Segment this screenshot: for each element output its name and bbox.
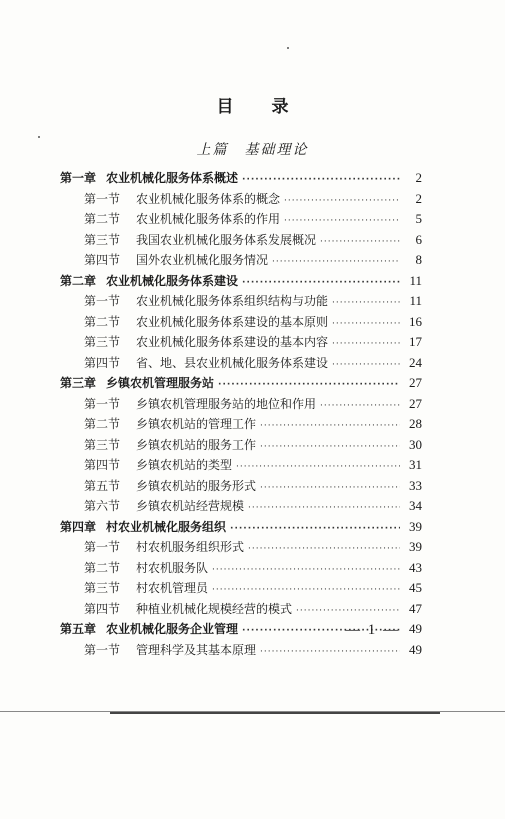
dot-leader xyxy=(212,580,400,600)
section-title: 乡镇农机管理服务站的地位和作用 xyxy=(136,396,317,411)
section-number: 第四节 xyxy=(84,253,121,267)
toc-entry-label xyxy=(84,332,328,352)
toc-page-number: 49 xyxy=(409,641,422,657)
section-number: 第三节 xyxy=(84,437,121,452)
toc-section-row xyxy=(84,578,422,598)
toc-entry-label xyxy=(84,353,328,373)
dot-leader xyxy=(260,437,400,457)
toc-section-row xyxy=(84,435,422,455)
section-number: 第四节 xyxy=(84,355,121,370)
toc-section-row xyxy=(84,537,422,557)
section-number: 第一节 xyxy=(84,642,121,657)
toc-entry-label xyxy=(84,476,256,496)
toc-section-row xyxy=(84,312,422,332)
section-title: 管理科学及其基本原理 xyxy=(136,642,257,657)
toc-page-number: 33 xyxy=(409,477,422,493)
toc-section-row xyxy=(84,496,422,516)
toc-page-number: 39 xyxy=(409,518,422,534)
scan-speck xyxy=(38,136,40,138)
chapter-title: 农业机械化服务企业管理 xyxy=(106,622,239,636)
page-number: — 1 — xyxy=(345,622,400,638)
dot-leader xyxy=(212,560,400,580)
chapter-title: 村农业机械化服务组织 xyxy=(106,519,227,534)
dot-leader xyxy=(242,273,400,293)
section-number: 第四节 xyxy=(84,458,121,472)
chapter-title: 农业机械化服务体系概述 xyxy=(106,171,239,185)
toc-section-row xyxy=(84,353,422,373)
toc-entry-label xyxy=(60,373,214,393)
section-title: 村农机管理员 xyxy=(136,581,209,595)
section-title: 农业机械化服务体系的作用 xyxy=(136,212,281,226)
toc-entry-label xyxy=(60,271,238,291)
section-title: 乡镇农机站的类型 xyxy=(136,458,233,472)
dot-leader xyxy=(260,478,400,498)
toc-section-row xyxy=(84,558,422,578)
toc-page-number: 11 xyxy=(409,272,422,288)
section-number: 第三节 xyxy=(84,335,121,349)
section-number: 第二节 xyxy=(84,417,121,431)
toc-entry-label xyxy=(84,640,256,660)
toc-entry-label xyxy=(60,619,238,639)
toc-page-number: 2 xyxy=(415,170,422,185)
toc-chapter-row xyxy=(60,271,422,291)
section-number: 第三节 xyxy=(84,581,121,595)
dot-leader xyxy=(332,314,400,334)
toc-entry-label xyxy=(84,209,280,229)
toc-page-number: 6 xyxy=(415,231,422,247)
section-number: 第四节 xyxy=(84,601,121,616)
toc-section-row xyxy=(84,189,422,209)
toc-entry-label xyxy=(84,435,256,455)
toc-section-row xyxy=(84,209,422,229)
toc-chapter-row xyxy=(60,517,422,537)
toc-page-number: 8 xyxy=(415,252,422,267)
toc-entry-label xyxy=(84,558,208,578)
section-title: 我国农业机械化服务体系发展概况 xyxy=(136,232,317,247)
toc-entry-label xyxy=(60,168,238,188)
toc-entry-label xyxy=(84,455,232,475)
section-number: 第一节 xyxy=(84,191,121,206)
toc-entry-label xyxy=(84,189,280,209)
section-number: 第一节 xyxy=(84,396,121,411)
dot-leader xyxy=(320,232,400,252)
dot-leader xyxy=(332,355,400,375)
dot-leader xyxy=(332,334,400,354)
part-heading: 上篇 基础理论 xyxy=(196,142,309,158)
dot-leader xyxy=(284,191,400,211)
toc-entry-label xyxy=(84,312,328,332)
toc-section-row xyxy=(84,455,422,475)
toc-page-number: 27 xyxy=(409,375,422,390)
section-title: 乡镇农机站经营规模 xyxy=(136,499,245,513)
toc-entry-label xyxy=(84,394,316,414)
chapter-number: 第一章 xyxy=(60,171,97,185)
section-title: 乡镇农机站的管理工作 xyxy=(136,417,257,431)
toc-section-row xyxy=(84,230,422,250)
dot-leader xyxy=(230,519,400,539)
toc-section-row xyxy=(84,640,422,660)
bottom-rule-bold xyxy=(110,712,440,714)
toc-page-number: 45 xyxy=(409,580,422,595)
toc-section-row xyxy=(84,394,422,414)
chapter-title: 农业机械化服务体系建设 xyxy=(106,273,239,288)
toc-page-number: 28 xyxy=(409,416,422,431)
toc-entry-label xyxy=(60,517,226,537)
scan-speck xyxy=(287,47,289,49)
toc-section-row xyxy=(84,599,422,619)
section-number: 第一节 xyxy=(84,540,121,554)
section-title: 国外农业机械化服务情况 xyxy=(136,253,269,267)
toc-section-row xyxy=(84,291,422,311)
dot-leader xyxy=(272,252,400,272)
section-title: 农业机械化服务体系建设的基本原则 xyxy=(136,314,329,329)
section-number: 第二节 xyxy=(84,314,121,329)
chapter-number: 第三章 xyxy=(60,376,97,390)
chapter-title: 乡镇农机管理服务站 xyxy=(106,376,215,390)
toc-page-number: 34 xyxy=(409,498,422,513)
toc-entry-label xyxy=(84,291,328,311)
section-title: 省、地、县农业机械化服务体系建设 xyxy=(136,355,329,370)
dot-leader xyxy=(284,211,400,231)
dot-leader xyxy=(218,375,400,395)
toc-entry-label xyxy=(84,250,268,270)
toc-page-number: 31 xyxy=(409,457,422,472)
toc-chapter-row xyxy=(60,373,422,393)
dot-leader xyxy=(236,457,400,477)
toc-chapter-row xyxy=(60,168,422,188)
dot-leader xyxy=(332,293,400,313)
section-number: 第二节 xyxy=(84,212,121,226)
dot-leader xyxy=(260,416,400,436)
chapter-number: 第四章 xyxy=(60,519,97,534)
toc-page-number: 30 xyxy=(409,436,422,452)
chapter-number: 第五章 xyxy=(60,622,97,636)
toc-section-row xyxy=(84,476,422,496)
section-title: 村农机服务组织形式 xyxy=(136,540,245,554)
toc-entry-label xyxy=(84,578,208,598)
section-title: 乡镇农机站的服务形式 xyxy=(136,478,257,493)
toc-page-number: 47 xyxy=(409,600,422,616)
section-number: 第六节 xyxy=(84,499,121,513)
dot-leader xyxy=(296,601,400,621)
toc-entry-label xyxy=(84,537,244,557)
section-title: 农业机械化服务体系组织结构与功能 xyxy=(136,294,329,308)
toc-page-number: 17 xyxy=(409,334,422,349)
dot-leader xyxy=(320,396,400,416)
toc-entry-label xyxy=(84,599,292,619)
section-title: 乡镇农机站的服务工作 xyxy=(136,437,257,452)
toc-page-number: 39 xyxy=(409,539,422,554)
toc-entry-label xyxy=(84,496,244,516)
section-number: 第二节 xyxy=(84,560,121,575)
toc-page-number: 16 xyxy=(409,313,422,329)
toc-page-number: 49 xyxy=(409,621,422,636)
toc-section-row xyxy=(84,250,422,270)
section-number: 第五节 xyxy=(84,478,121,493)
toc-entry-label xyxy=(84,414,256,434)
section-number: 第一节 xyxy=(84,294,121,308)
toc-section-row xyxy=(84,332,422,352)
chapter-number: 第二章 xyxy=(60,273,97,288)
section-title: 种植业机械化规模经营的模式 xyxy=(136,601,293,616)
dot-leader xyxy=(260,642,400,662)
section-number: 第三节 xyxy=(84,232,121,247)
toc-section-row xyxy=(84,414,422,434)
toc-page-number: 27 xyxy=(409,395,422,411)
toc-page-number: 2 xyxy=(415,190,422,206)
section-title: 村农机服务队 xyxy=(136,560,209,575)
dot-leader xyxy=(242,170,400,190)
dot-leader xyxy=(248,539,400,559)
section-title: 农业机械化服务体系建设的基本内容 xyxy=(136,335,329,349)
dot-leader xyxy=(248,498,400,518)
page-title: 目 录 xyxy=(216,97,305,117)
toc-page-number: 24 xyxy=(409,354,422,370)
section-title: 农业机械化服务体系的概念 xyxy=(136,191,281,206)
toc-page-number: 5 xyxy=(415,211,422,226)
toc-page-number: 43 xyxy=(409,559,422,575)
toc-page-number: 11 xyxy=(409,293,422,308)
toc-entry-label xyxy=(84,230,316,250)
